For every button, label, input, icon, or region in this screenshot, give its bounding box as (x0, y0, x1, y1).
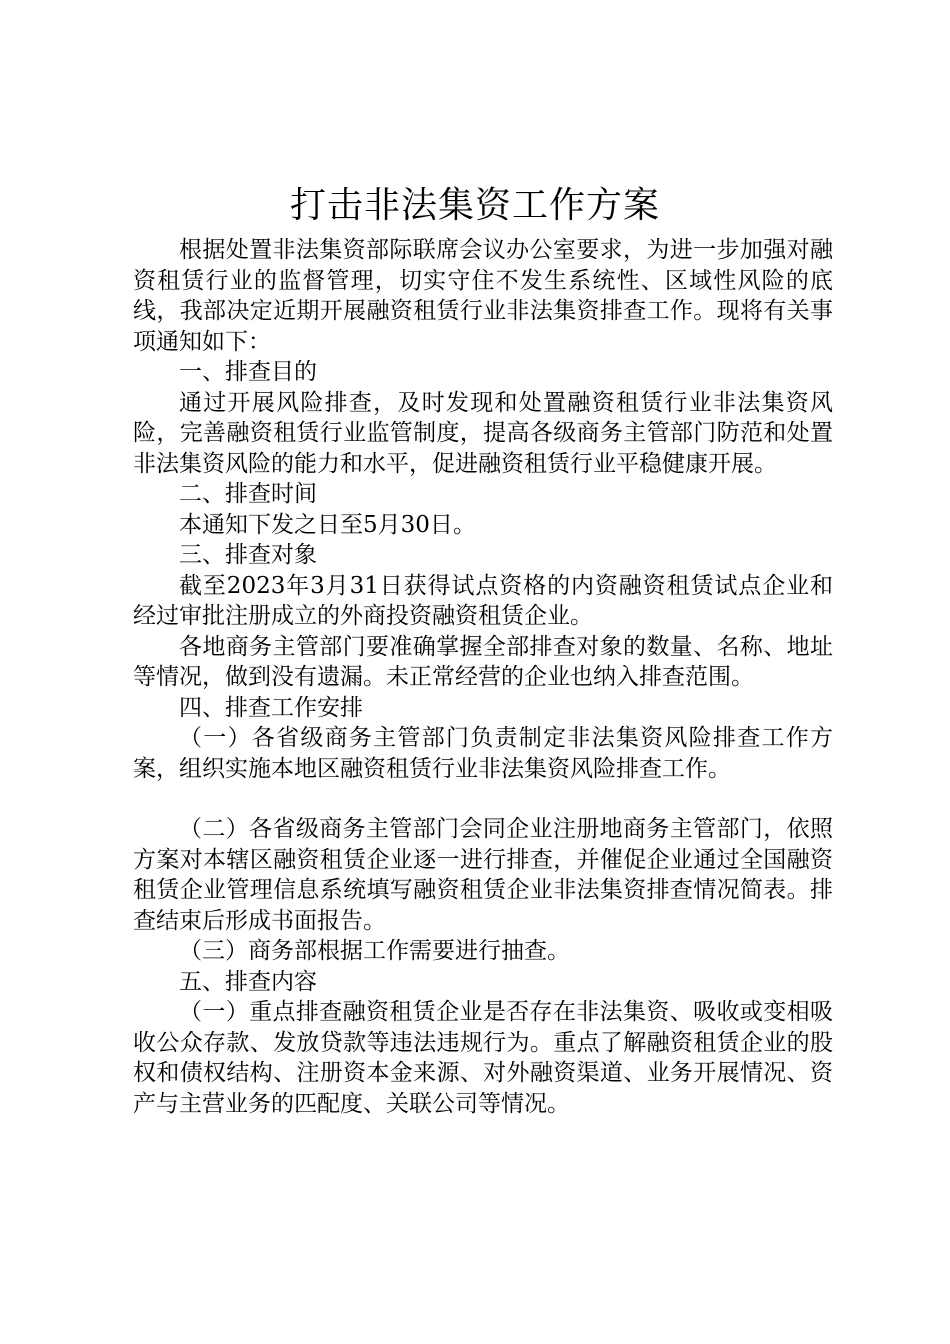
targets-paragraph-1: 截至2023年3月31日获得试点资格的内资融资租赁试点企业和经过审批注册成立的外商投资融资租赁企业。 (133, 572, 833, 629)
purpose-paragraph: 通过开展风险排查，及时发现和处置融资租赁行业非法集资风险，完善融资租赁行业监管制度，提高各级商务主管部门防范和处置非法集资风险的能力和水平，促进融资租赁行业平稳健康开展。 (133, 389, 833, 477)
arrangement-item-1: （一）各省级商务主管部门负责制定非法集资风险排查工作方案，组织实施本地区融资租赁行业非法集资风险排查工作。 (133, 725, 833, 782)
document-body (133, 235, 833, 1119)
content-item-1: （一）重点排查融资租赁企业是否存在非法集资、吸收或变相吸收公众存款、发放贷款等违法违规行为。重点了解融资租赁企业的股权和债权结构、注册资本金来源、对外融资渠道、业务开展情况、资产与主营业务的匹配度、关联公司等情况。 (133, 999, 833, 1117)
arrangement-item-3: （三）商务部根据工作需要进行抽查。 (179, 938, 570, 964)
document-title: 打击非法集资工作方案 (289, 185, 660, 226)
time-paragraph: 本通知下发之日至5月30日。 (179, 511, 476, 538)
section-heading-arrangement: 四、排查工作安排 (179, 694, 363, 721)
section-heading-content: 五、排查内容 (179, 968, 317, 995)
intro-paragraph: 根据处置非法集资部际联席会议办公室要求，为进一步加强对融资租赁行业的监督管理，切实守住不发生系统性、区域性风险的底线，我部决定近期开展融资租赁行业非法集资排查工作。现将有关事项通知如下： (133, 237, 833, 355)
arrangement-item-2: （二）各省级商务主管部门会同企业注册地商务主管部门，依照方案对本辖区融资租赁企业逐一进行排查，并催促企业通过全国融资租赁企业管理信息系统填写融资租赁企业非法集资排查情况简表。排查结束后形成书面报告。 (133, 816, 833, 934)
section-heading-time: 二、排查时间 (179, 481, 317, 507)
targets-paragraph-2: 各地商务主管部门要准确掌握全部排查对象的数量、名称、地址等情况，做到没有遗漏。未正常经营的企业也纳入排查范围。 (133, 633, 833, 690)
section-heading-purpose: 一、排查目的 (179, 359, 317, 385)
section-heading-targets: 三、排查对象 (179, 542, 317, 568)
